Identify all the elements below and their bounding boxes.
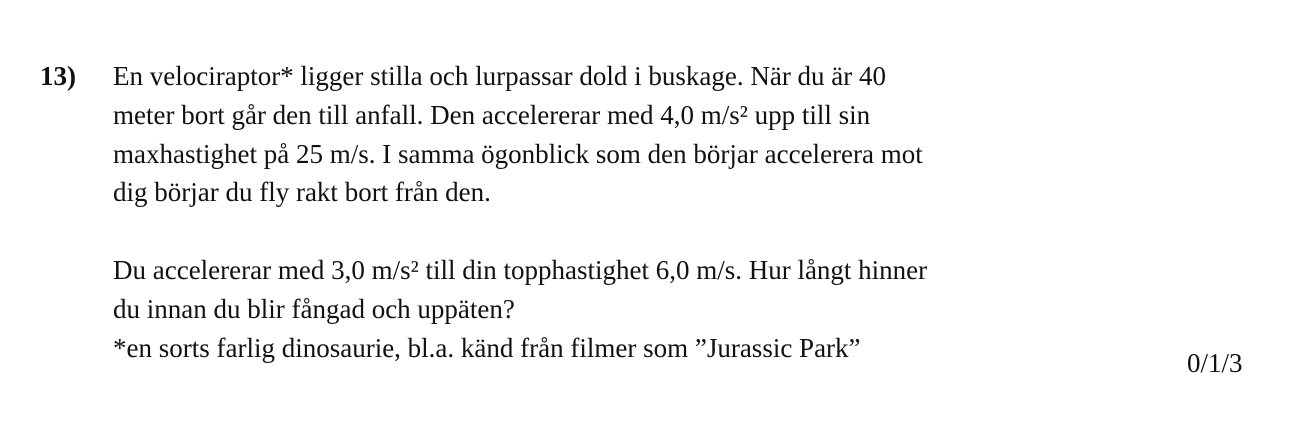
footnote: *en sorts farlig dinosaurie, bl.a. känd från filmer som ”Jurassic Park”	[113, 332, 861, 363]
paragraph-1-line-4: dig börjar du fly rakt bort från den.	[113, 177, 491, 208]
paragraph-2-line-1: Du accelererar med 3,0 m/s² till din topphastighet 6,0 m/s. Hur långt hinner	[113, 254, 928, 285]
problem-text	[113, 57, 1013, 367]
paragraph-2-line-2: du innan du blir fångad och uppäten?	[113, 293, 515, 324]
problem-number: 13)	[40, 61, 76, 91]
paragraph-1-line-1: En velociraptor* ligger stilla och lurpassar dold i buskage. När du är 40	[113, 61, 887, 91]
score-points: 0/1/3	[1187, 348, 1243, 378]
paragraph-1-line-3: maxhastighet på 25 m/s. I samma ögonblick som den börjar accelerera mot	[113, 138, 923, 169]
paragraph-1-line-2: meter bort går den till anfall. Den accelererar med 4,0 m/s² upp till sin	[113, 99, 871, 130]
paragraph-spacer	[113, 212, 1013, 251]
